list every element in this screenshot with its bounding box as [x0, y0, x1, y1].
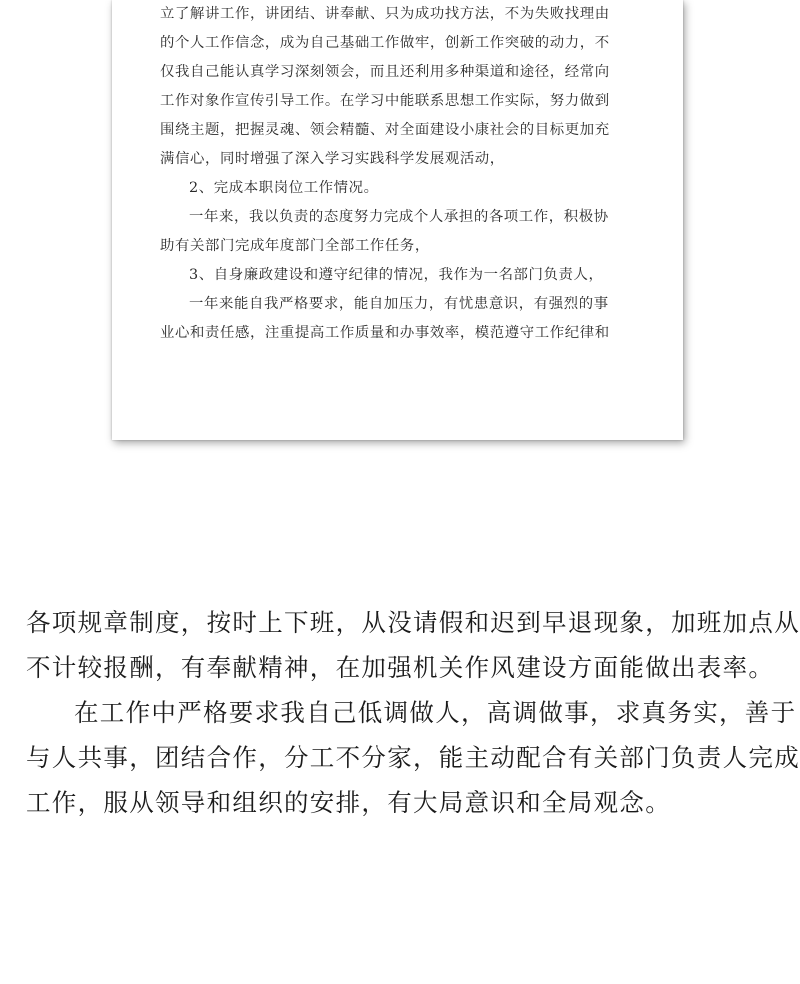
scan-line: 助有关部门完成年度部门全部工作任务， [160, 238, 430, 254]
scan-line: 业心和责任感，注重提高工作质量和办事效率，模范遵守工作纪律和 [160, 325, 610, 341]
body-line: 不计较报酬，有奉献精神，在加强机关作风建设方面能做出表率。 [26, 653, 775, 682]
body-line: 在工作中严格要求我自己低调做人，高调做事，求真务实，善于 [74, 698, 797, 727]
scanned-page-text [160, 0, 635, 348]
scan-line: 围绕主题，把握灵魂、领会精髓、对全面建设小康社会的目标更加充 [160, 122, 610, 138]
scan-line: 仅我自己能认真学习深刻领会，而且还利用多种渠道和途径，经常向 [160, 64, 610, 80]
scan-line: 工作对象作宣传引导工作。在学习中能联系思想工作实际，努力做到 [160, 93, 610, 109]
scan-line-heading: 3、自身廉政建设和遵守纪律的情况，我作为一名部门负责人， [189, 267, 604, 283]
scan-line-heading: 2、完成本职岗位工作情况。 [189, 180, 379, 196]
scan-line: 立了解讲工作，讲团结、讲奉献、只为成功找方法，不为失败找理由 [160, 6, 610, 22]
body-paragraphs [26, 600, 800, 825]
body-line: 与人共事，团结合作，分工不分家，能主动配合有关部门负责人完成 [26, 743, 800, 772]
scan-line: 一年来能自我严格要求，能自加压力，有忧患意识，有强烈的事 [189, 296, 609, 312]
scan-line: 一年来，我以负责的态度努力完成个人承担的各项工作，积极协 [189, 209, 609, 225]
scan-line: 满信心，同时增强了深入学习实践科学发展观活动， [160, 151, 505, 167]
scan-line: 的个人工作信念，成为自己基础工作做牢，创新工作突破的动力，不 [160, 35, 610, 51]
body-line: 工作，服从领导和组织的安排，有大局意识和全局观念。 [26, 788, 671, 817]
scanned-document-page [112, 0, 683, 440]
body-line: 各项规章制度，按时上下班，从没请假和迟到早退现象，加班加点从 [26, 608, 800, 637]
